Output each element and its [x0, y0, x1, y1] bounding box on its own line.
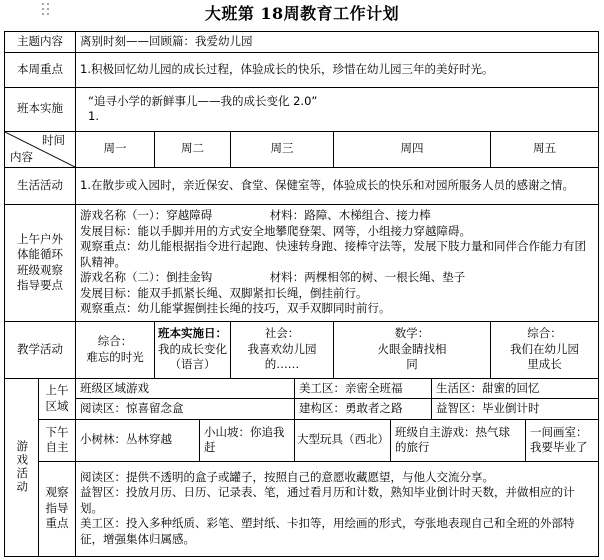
morning-area-1: 班级区域游戏	[76, 378, 295, 399]
teaching-wed-title: 我喜欢幼儿园	[247, 341, 317, 356]
observe-label	[39, 461, 76, 556]
focus-label: 本周重点	[5, 52, 76, 87]
day-header-fri: 周五	[491, 131, 599, 167]
header-time-label: 时间	[42, 132, 65, 147]
teaching-wed	[231, 321, 334, 378]
afternoon-item-2: 小山坡：你追我赶	[200, 419, 295, 461]
theme-label: 主题内容	[5, 32, 76, 53]
observe-line: 阅读区：提供不透明的盒子或罐子，按照自己的意愿收藏愿望，与他人交流分享。	[80, 469, 494, 484]
day-header-mon: 周一	[76, 131, 155, 167]
outdoor-line: 游戏名称（一）：穿越障碍 材料：路障、木梯组合、接力棒	[80, 208, 431, 223]
day-header-wed: 周三	[231, 131, 334, 167]
teaching-fri-type: 综合：	[527, 326, 562, 341]
morning-area-4: 阅读区：惊喜留念盒	[76, 399, 295, 420]
outdoor-label	[5, 204, 76, 321]
observe-line: 益智区：投放月历、日历、记录表、笔，通过看月历和计数，熟知毕业倒计时天数，并做相应的计划。	[80, 485, 575, 515]
morning-label-text: 上午区域	[45, 383, 69, 413]
outdoor-line: 游戏名称（二）：倒挂金钩 材料：两棵相邻的树、一根长绳、垫子	[80, 270, 466, 285]
teaching-tue	[155, 321, 231, 378]
afternoon-label-text: 下午自主	[45, 424, 69, 454]
teaching-label: 教学活动	[5, 321, 76, 378]
outdoor-guidance	[76, 204, 599, 321]
header-corner-cell	[5, 131, 76, 167]
teaching-mon-type: 综合：	[97, 334, 133, 348]
class-impl-value	[76, 87, 599, 131]
teaching-thu-title: 火眼金睛找相	[377, 341, 447, 356]
afternoon-label	[39, 419, 76, 461]
theme-value: 离别时刻——回顾篇：我爱幼儿园	[76, 32, 599, 53]
games-label	[5, 378, 39, 556]
teaching-thu-type: 数学：	[394, 326, 430, 341]
day-header-tue: 周二	[155, 131, 231, 167]
teaching-mon-title: 难忘的时光	[86, 349, 144, 364]
afternoon-item-1: 小树林：丛林穿越	[76, 419, 200, 461]
day-header-thu: 周四	[334, 131, 491, 167]
class-impl-line1: “追寻小学的新鲜事儿——我的成长变化 2.0”	[88, 93, 318, 108]
morning-label	[39, 378, 76, 419]
page-title: 大班第 18周教育工作计划	[204, 4, 400, 23]
focus-value: 1.积极回忆幼儿园的成长过程，体验成长的快乐，珍惜在幼儿园三年的美好时光。	[76, 52, 599, 87]
life-value: 1.在散步或入园时，亲近保安、食堂、保健室等，体验成长的快乐和对园所服务人员的感谢之情。	[76, 167, 599, 204]
observe-line: 美工区：投入多种纸质、彩笔、塑封纸、卡扣等，用绘画的形式，夸张地表现自己和全班的外部特征，增强集体归属感。	[80, 516, 575, 546]
observe-guidance	[76, 461, 599, 556]
outdoor-line: 观察重点：幼儿能掌握倒挂长绳的技巧，双手双脚同时前行。	[80, 301, 391, 316]
teaching-mon	[76, 321, 155, 378]
outdoor-line: 发展目标：能双手抓紧长绳、双脚紧扣长绳，倒挂前行。	[80, 285, 368, 300]
class-impl-label: 班本实施	[5, 87, 76, 131]
outdoor-line: 发展目标：能以手脚并用的方式安全地攀爬登架、网等，小组接力穿越障碍。	[80, 223, 471, 238]
header-content-label: 内容	[10, 150, 33, 164]
morning-area-2: 美工区：亲密全班福	[295, 378, 432, 399]
class-impl-line2: 1.	[88, 109, 99, 123]
teaching-tue-type: 班本实施日：	[158, 326, 227, 341]
outdoor-line: 观察重点：幼儿能根据指令进行起跑、快速转身跑、接棒守法等，发展下肢力量和同伴合作能力有团队精神。	[80, 239, 586, 269]
teaching-tue-subject: （语言）	[169, 357, 216, 372]
teaching-fri-title-cont: 里成长	[527, 357, 562, 372]
teaching-tue-title: 我的成长变化	[158, 341, 227, 356]
plan-table	[4, 31, 599, 557]
teaching-thu-title-cont: 同	[406, 357, 418, 372]
teaching-thu	[334, 321, 491, 378]
games-label-text: 游戏活动	[15, 440, 30, 494]
teaching-fri-title: 我们在幼儿园	[510, 341, 579, 356]
morning-area-5: 建构区：勇敢者之路	[295, 399, 432, 420]
morning-area-6: 益智区：毕业倒计时	[432, 399, 599, 420]
teaching-wed-type: 社会：	[264, 326, 300, 341]
afternoon-item-3: 大型玩具（西北）	[295, 419, 391, 461]
life-label: 生活活动	[5, 167, 76, 204]
morning-area-3: 生活区：甜蜜的回忆	[432, 378, 599, 399]
teaching-wed-title-cont: 的……	[264, 357, 300, 372]
outdoor-label-text: 上午户外体能循环班级观察指导要点	[17, 231, 63, 292]
teaching-fri	[491, 321, 599, 378]
observe-label-text: 观察指导重点	[45, 485, 69, 531]
afternoon-item-5: 一间画室：我要毕业了	[526, 419, 599, 461]
afternoon-item-4: 班级自主游戏：热气球的旅行	[391, 419, 526, 461]
